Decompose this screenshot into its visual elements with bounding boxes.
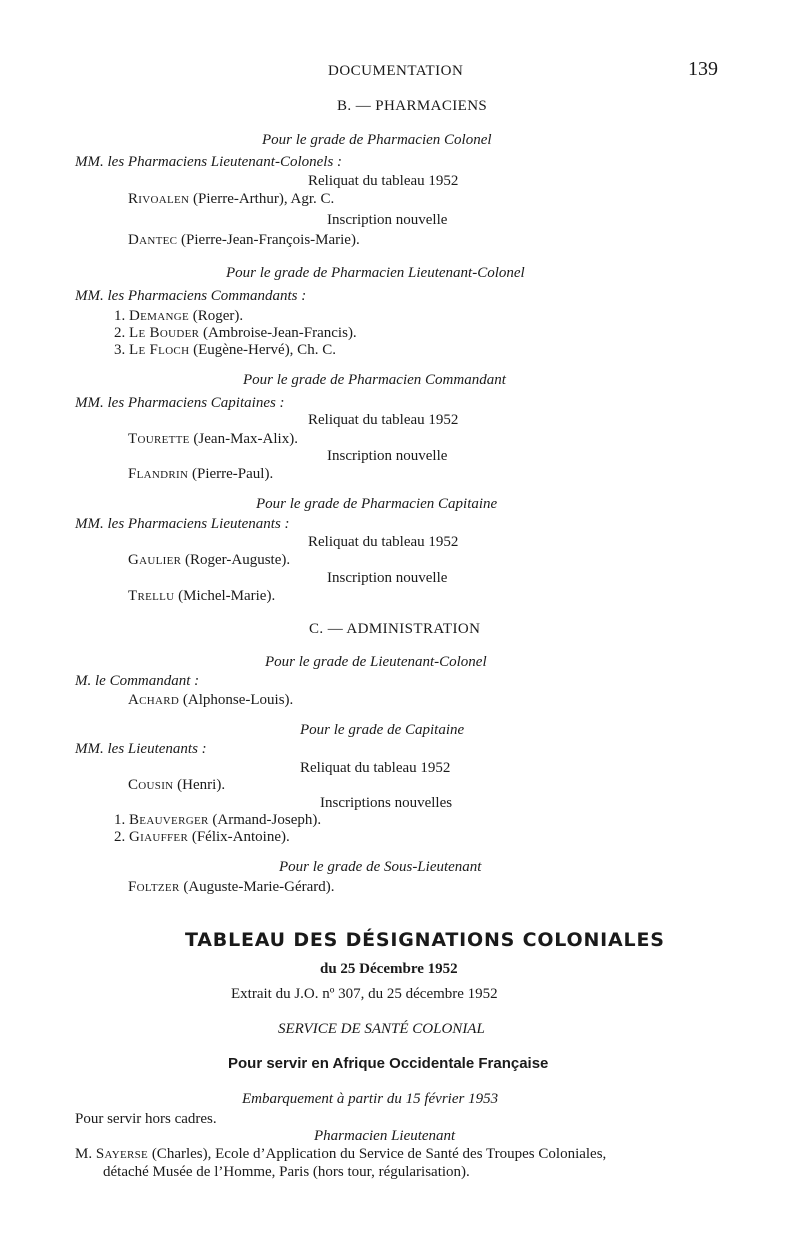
list-item [128,231,360,249]
list-item [128,878,335,896]
grade-heading: Pour le grade de Capitaine [300,722,465,738]
nouvelle-label: Inscription nouvelle [327,212,448,228]
item-number: 3. [114,342,126,358]
list-item [128,551,290,569]
surname: Beauverger [129,812,209,828]
surname: Gaulier [128,552,182,568]
group-intro: M. le Commandant : [75,673,200,689]
list-item [128,190,334,208]
given-names: (Eugène-Hervé), Ch. C. [189,342,336,358]
nouvelles-label: Inscriptions nouvelles [320,795,453,811]
reliquat-label: Reliquat du tableau 1952 [308,534,459,550]
item-number: 1. [114,308,126,324]
nouvelle-label: Inscription nouvelle [327,448,448,464]
hors-cadres-line: Pour servir hors cadres. [75,1111,217,1127]
given-names: (Michel-Marie). [174,588,276,604]
section-c-heading: C. — ADMINISTRATION [309,621,481,637]
surname: Trellu [128,588,175,604]
nouvelle-label: Inscription nouvelle [327,570,448,586]
surname: Sayerse [95,1146,149,1162]
surname: Foltzer [128,879,180,895]
given-names: (Pierre-Paul). [188,466,274,482]
given-names: (Félix-Antoine). [188,829,290,845]
given-names: (Roger-Auguste). [181,552,291,568]
grade-heading: Pour le grade de Lieutenant-Colonel [265,654,487,670]
reliquat-label: Reliquat du tableau 1952 [308,173,459,189]
list-item [114,307,243,325]
surname: Le Bouder [129,325,200,341]
group-intro: MM. les Lieutenants : [75,741,207,757]
page-number: 139 [688,58,718,80]
grade-heading: Pour le grade de Pharmacien Capitaine [256,496,498,512]
reliquat-label: Reliquat du tableau 1952 [308,412,459,428]
tableau-date: du 25 Décembre 1952 [320,961,458,977]
running-header: DOCUMENTATION [328,63,464,79]
surname: Achard [128,692,180,708]
surname: Le Floch [129,342,190,358]
group-intro: MM. les Pharmaciens Lieutenants : [75,516,290,532]
group-intro: MM. les Pharmaciens Lieutenant-Colonels : [75,154,343,170]
given-names: (Auguste-Marie-Gérard). [179,879,335,895]
list-item [128,430,298,448]
list-item [114,828,290,846]
grade-heading: Pharmacien Lieutenant [314,1128,456,1144]
given-names: (Armand-Joseph). [208,812,322,828]
destination-heading: Pour servir en Afrique Occidentale Française [228,1055,549,1072]
list-item [128,691,293,709]
surname: Flandrin [128,466,189,482]
given-names: (Pierre-Arthur), Agr. C. [189,191,335,207]
list-item [114,324,357,342]
surname: Tourette [128,431,190,447]
grade-heading: Pour le grade de Pharmacien Lieutenant-Colonel [226,265,525,281]
list-item [114,811,321,829]
grade-heading: Pour le grade de Sous-Lieutenant [279,859,482,875]
group-intro: MM. les Pharmaciens Commandants : [75,288,307,304]
entry-prefix: M. [75,1146,96,1162]
surname: Giauffer [129,829,189,845]
given-names: (Pierre-Jean-François-Marie). [177,232,360,248]
service-heading: SERVICE DE SANTÉ COLONIAL [278,1021,485,1037]
given-names: (Roger). [188,308,244,324]
given-names: (Henri). [173,777,226,793]
surname: Demange [129,308,189,324]
item-number: 2. [114,325,126,341]
item-number: 1. [114,812,126,828]
item-number: 2. [114,829,126,845]
tableau-extrait: Extrait du J.O. nº 307, du 25 décembre 1952 [231,986,498,1002]
embarquement-line: Embarquement à partir du 15 février 1953 [242,1091,499,1107]
grade-heading: Pour le grade de Pharmacien Colonel [262,132,492,148]
list-item [128,465,273,483]
reliquat-label: Reliquat du tableau 1952 [300,760,451,776]
given-names: (Ambroise-Jean-Francis). [199,325,357,341]
tableau-title: TABLEAU DES DÉSIGNATIONS COLONIALES [185,929,665,951]
list-item [114,341,336,359]
entry-line-2: détaché Musée de l’Homme, Paris (hors tour, régularisation). [103,1164,470,1180]
surname: Rivoalen [128,191,190,207]
surname: Dantec [128,232,178,248]
group-intro: MM. les Pharmaciens Capitaines : [75,395,285,411]
given-names: (Alphonse-Louis). [179,692,294,708]
entry-text: (Charles), Ecole d’Application du Service de Santé des Troupes Coloniales, [148,1146,607,1162]
grade-heading: Pour le grade de Pharmacien Commandant [243,372,506,388]
entry-line-1 [75,1145,720,1163]
given-names: (Jean-Max-Alix). [189,431,298,447]
section-b-heading: B. — PHARMACIENS [337,98,488,114]
surname: Cousin [128,777,174,793]
list-item [128,587,275,605]
list-item [128,776,225,794]
